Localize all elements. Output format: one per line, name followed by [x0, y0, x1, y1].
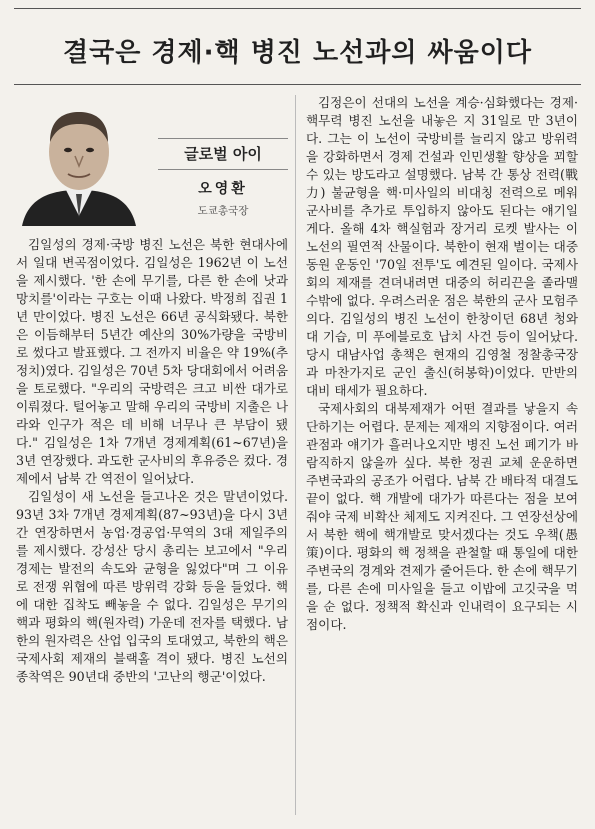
top-rule [14, 8, 581, 9]
column-badge [158, 138, 288, 220]
right-column [306, 94, 578, 634]
headline-rule [14, 84, 581, 85]
body-paragraph: 김일성의 경제·국방 병진 노선은 북한 현대사에서 일대 변곡점이었다. 김일성은 1962년 이 노선을 제시했다. '한 손에 무기를, 다른 한 손에 낫과 망치를'이라는 구호는 이때 나왔다. 박정희 집권 1년 만이었다. 병진 노선은 66년 공식화됐다. 북한은 이듬해부터 5년간 예산의 30%가량을 국방비로 썼다고 발표했다. 그 전까지 비율은 약 19%(추정치)였다. 김일성은 70년 5차 당대회에서 어려움을 토로했다. "우리의 국방력은 크고 비싼 대가로 이뤄졌다. 털어놓고 말해 우리의 국방비 지출은 나라와 인구가 적은 데 비해 너무나 큰 부담이 됐다." 김일성은 1차 7개년 경제계획(61~67년)을 3년 연장했다. 과도한 군사비의 후유증은 컸다. 경제에서 남북 간 역전이 일어났다. [16, 237, 288, 486]
body-paragraph: 김정은이 선대의 노선을 계승·심화했다는 경제·핵무력 병진 노선을 내놓은 지 31일로 만 3년이다. 그는 이 노선이 국방비를 늘리지 않고 방위력을 강화하면서 경제 건설과 인민생활 향상을 꾀할 수 있는 방도라고 설명했다. 남북 간 통상 전력(戰力) 불균형을 핵·미사일의 비대칭 전력으로 메워 군사비를 추가로 투입하지 않아도 된다는 얘기일 게다. 올해 4차 핵실험과 장거리 로켓 발사는 이 노선의 필연적 산물이다. 북한이 현재 벌이는 대중 동원 운동인 '70일 전투'도 예견된 일이다. 국제사회의 제재를 견뎌내려면 대중의 허리끈을 졸라맬 수밖에 없다. 우려스러운 점은 북한의 군사 모험주의다. 김일성의 병진 노선이 한창이던 68년 청와대 기습, 미 푸에블로호 납치 사건 등이 일어났다. 당시 대남사업 총책은 현재의 김영철 정찰총국장과 마찬가지로 군인 출신(허봉학)이었다. 만반의 대비 태세가 필요하다. [306, 95, 578, 398]
column-name: 글로벌 아이 [158, 138, 288, 170]
body-paragraph: 국제사회의 대북제재가 어떤 결과를 낳을지 속단하기는 어렵다. 문제는 제재의 지향점이다. 여러 관점과 얘기가 흘러나오지만 병진 노선 폐기가 바람직하지 않을까 싶다. 북한 정권 교체 운운하면 주변국과의 공조가 어렵다. 남북 간 배타적 대결도 끝이 없다. 핵 개발에 대가가 따른다는 점을 보여줘야 국제 비확산 체제도 지켜진다. 그 연장선상에서 북한 핵에 핵개발로 맞서겠다는 것도 우책(愚策)이다. 평화의 핵 정책을 관철할 때 통일에 대한 주변국의 경계와 견제가 줄어든다. 한 손에 핵무기를, 다른 손에 미사일을 들고 이밥에 고깃국을 먹을 순 없다. 정책적 확신과 인내력이 요구되는 시점이다. [306, 401, 578, 632]
author-title: 도쿄총국장 [197, 205, 249, 217]
author-photo [20, 98, 138, 226]
headline: 결국은 경제·핵 병진 노선과의 싸움이다 [63, 38, 532, 68]
left-column [16, 92, 288, 686]
body-paragraph: 김일성이 새 노선을 들고나온 것은 말년이었다. 93년 3차 7개년 경제계획(87~93년)을 다시 3년간 연장하면서 농업·경공업·무역의 3대 제일주의를 제시했다. 강성산 당시 총리는 보고에서 "우리 경제는 발전의 속도와 균형을 잃었다"며 그 이유로 전쟁 위협에 따른 방위력 강화 등을 들었다. 핵에 대한 집착도 빼놓을 수 없다. 김일성은 무기의 핵과 평화의 핵(원자력) 가운데 전자를 택했다. 남한의 원자력은 산업 입국의 토대였고, 북한의 핵은 국제사회 제재의 블랙홀 격이 됐다. 병진 노선의 종착역은 90년대 중반의 '고난의 행군'이었다. [16, 489, 288, 684]
author-profile [16, 92, 288, 232]
column-divider [295, 95, 296, 815]
author-name: 오영환 [198, 181, 248, 197]
